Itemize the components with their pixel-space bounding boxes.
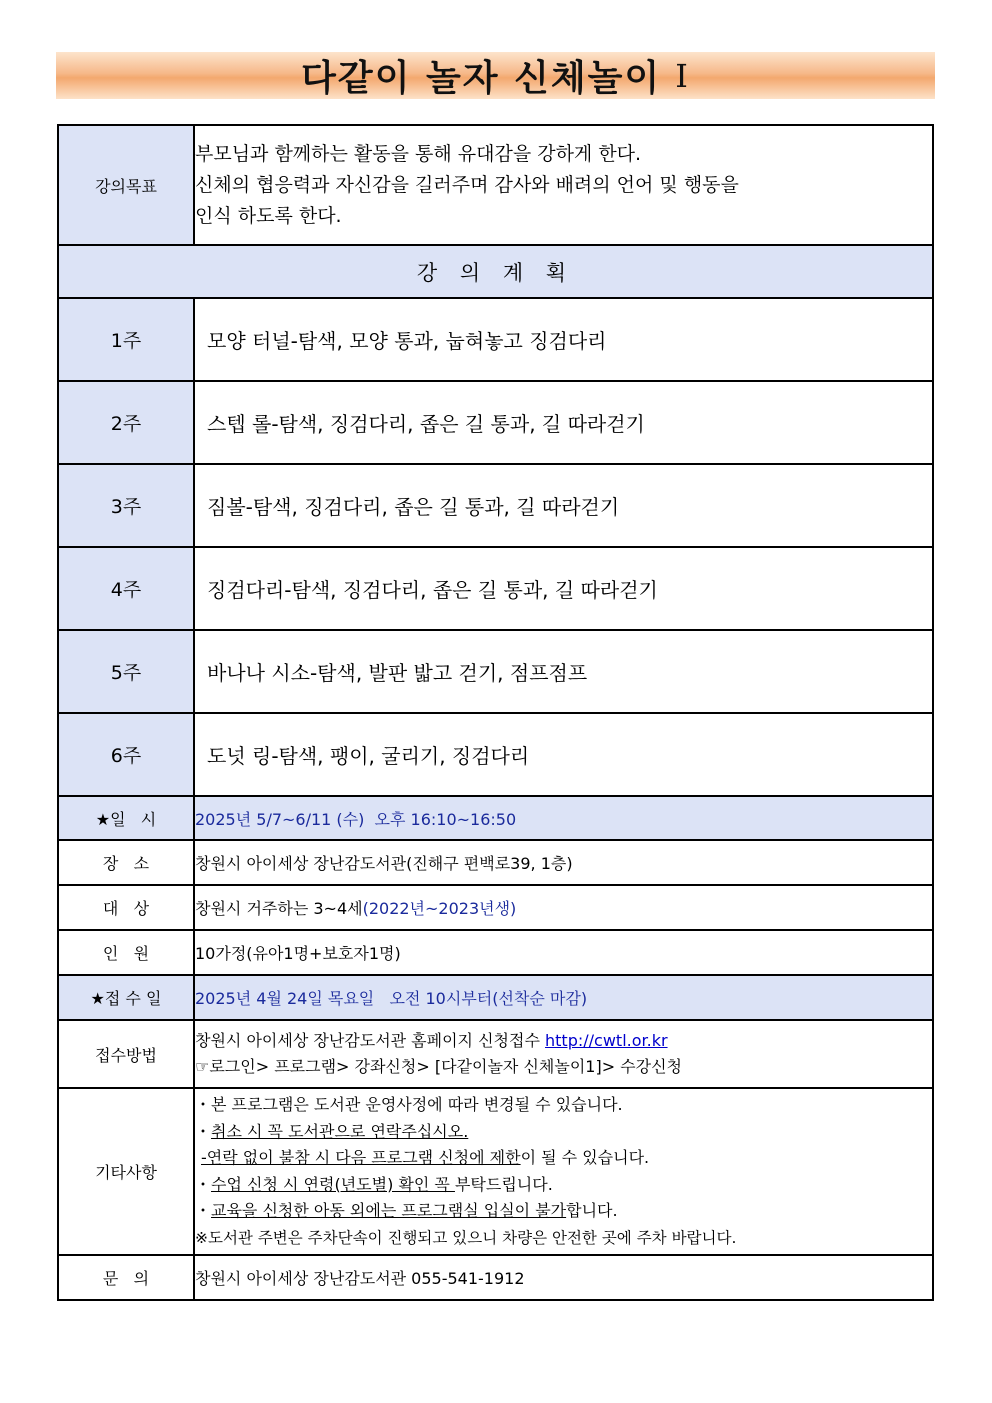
note-emphasis: 교육을 신청한 아동 외에는 프로그램실 입실이 불가 <box>211 1201 567 1220</box>
reception-method-value <box>194 1020 933 1088</box>
reception-method-row <box>58 1020 933 1088</box>
goal-line: 신체의 협응력과 자신감을 길러주며 감사와 배려의 언어 및 행동을 <box>195 173 739 196</box>
week-row <box>58 713 933 796</box>
inquiry-label: 문 의 <box>58 1255 194 1300</box>
goal-line: 부모님과 함께하는 활동을 통해 유대감을 강하게 한다. <box>195 142 642 165</box>
capacity-label: 인 원 <box>58 930 194 975</box>
goal-line: 인식 하도록 한다. <box>195 204 342 227</box>
week-activity: 바나나 시소-탐색, 발판 밟고 걷기, 점프점프 <box>194 630 933 713</box>
target-label: 대 상 <box>58 885 194 930</box>
notes-row <box>58 1088 933 1255</box>
note-text: 합니다. <box>566 1201 618 1220</box>
reception-method-label: 접수방법 <box>58 1020 194 1088</box>
week-label: 5주 <box>58 630 194 713</box>
capacity-row <box>58 930 933 975</box>
place-value: 창원시 아이세상 장난감도서관(진해구 편백로39, 1층) <box>194 840 933 885</box>
reception-method-steps: ☞로그인> 프로그램> 강좌신청> [다같이놀자 신체놀이1]> 수강신청 <box>195 1057 683 1076</box>
reception-date-label: ★접 수 일 <box>58 975 194 1020</box>
reception-method-line <box>195 1028 932 1054</box>
reception-method-text: 창원시 아이세상 장난감도서관 홈페이지 신청접수 <box>195 1031 546 1050</box>
week-row <box>58 630 933 713</box>
goal-text <box>194 125 933 245</box>
target-row <box>58 885 933 930</box>
week-label: 1주 <box>58 298 194 381</box>
plan-heading: 강 의 계 획 <box>58 245 933 298</box>
capacity-value: 10가정(유아1명+보호자1명) <box>194 930 933 975</box>
target-value <box>194 885 933 930</box>
note-line <box>195 1119 932 1146</box>
goal-label: 강의목표 <box>58 125 194 245</box>
week-activity: 도넛 링-탐색, 팽이, 굴리기, 징검다리 <box>194 713 933 796</box>
info-table <box>57 124 934 1301</box>
note-line <box>195 1198 932 1225</box>
note-line: ※도서관 주변은 주차단속이 진행되고 있으니 차량은 안전한 곳에 주차 바랍니다. <box>195 1228 737 1247</box>
page-title: 다같이 놀자 신체놀이 <box>301 58 662 99</box>
reception-date-row <box>58 975 933 1020</box>
week-activity: 스텝 롤-탐색, 징검다리, 좁은 길 통과, 길 따라걷기 <box>194 381 933 464</box>
note-emphasis: 수업 신청 시 연령(년도별) 확인 꼭 <box>211 1174 455 1194</box>
inquiry-value: 창원시 아이세상 장난감도서관 055-541-1912 <box>194 1255 933 1300</box>
week-label: 2주 <box>58 381 194 464</box>
place-label: 장 소 <box>58 840 194 885</box>
note-line: ・본 프로그램은 도서관 운영사정에 따라 변경될 수 있습니다. <box>195 1095 623 1114</box>
note-emphasis: 취소 시 꼭 도서관으로 연락주십시오. <box>211 1121 469 1141</box>
inquiry-row <box>58 1255 933 1300</box>
schedule-row <box>58 796 933 840</box>
note-line <box>195 1145 932 1172</box>
title-numeral: Ⅰ <box>675 56 690 95</box>
note-text: 이 될 수 있습니다. <box>520 1148 650 1167</box>
week-label: 3주 <box>58 464 194 547</box>
note-line <box>195 1172 932 1199</box>
homepage-link[interactable]: http://cwtl.or.kr <box>545 1031 668 1050</box>
week-row <box>58 547 933 630</box>
goal-row <box>58 125 933 245</box>
week-row <box>58 464 933 547</box>
week-label: 4주 <box>58 547 194 630</box>
place-row <box>58 840 933 885</box>
target-age: 창원시 거주하는 3~4세 <box>195 899 363 918</box>
reception-date-value: 2025년 4월 24일 목요일 오전 10시부터(선착순 마감) <box>194 975 933 1020</box>
target-birth-years: (2022년~2023년생) <box>362 899 517 918</box>
schedule-value: 2025년 5/7~6/11 (수) 오후 16:10~16:50 <box>194 796 933 840</box>
week-activity: 모양 터널-탐색, 모양 통과, 눕혀놓고 징검다리 <box>194 298 933 381</box>
notes-label: 기타사항 <box>58 1088 194 1255</box>
week-row <box>58 381 933 464</box>
week-row <box>58 298 933 381</box>
week-label: 6주 <box>58 713 194 796</box>
note-bullet: ・ <box>195 1121 212 1141</box>
week-activity: 징검다리-탐색, 징검다리, 좁은 길 통과, 길 따라걷기 <box>194 547 933 630</box>
schedule-label: ★일 시 <box>58 796 194 840</box>
note-bullet: ・ <box>195 1201 212 1220</box>
title-banner <box>56 52 935 99</box>
note-text: 부탁드립니다. <box>454 1174 553 1194</box>
plan-heading-row <box>58 245 933 298</box>
notes-value <box>194 1088 933 1255</box>
note-emphasis: -연락 없이 불참 시 다음 프로그램 신청에 제한 <box>201 1148 521 1167</box>
week-activity: 짐볼-탐색, 징검다리, 좁은 길 통과, 길 따라걷기 <box>194 464 933 547</box>
note-bullet: ・ <box>195 1174 212 1194</box>
